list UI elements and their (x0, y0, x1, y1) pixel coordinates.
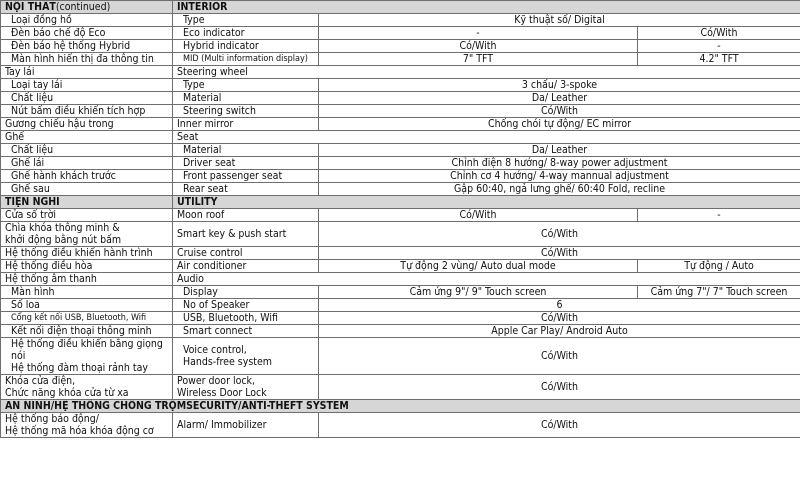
table-row (1, 413, 800, 438)
table-row (1, 144, 800, 157)
row-label-vi: Ghế sau (1, 183, 173, 196)
row-label-en-line1: Power door lock, (177, 375, 256, 387)
table-row (1, 27, 800, 40)
row-label-en: Rear seat (173, 183, 319, 196)
row-label-vi: Số loa (1, 299, 173, 312)
table-row (1, 375, 800, 400)
row-label-en: Hybrid indicator (173, 40, 319, 53)
row-label-vi-line2: Chức năng khóa cửa từ xa (5, 387, 129, 399)
table-row (1, 53, 800, 66)
section-title-vi: TIỆN NGHI (1, 196, 173, 209)
row-value: Có/With (319, 338, 800, 375)
row-label-vi (1, 222, 173, 247)
table-row (1, 118, 800, 131)
row-label-en: Front passenger seat (173, 170, 319, 183)
row-label-en: Moon roof (173, 209, 319, 222)
row-label-en: Display (173, 286, 319, 299)
row-label-vi: Loại đồng hồ (1, 14, 173, 27)
table-row (1, 325, 800, 338)
table-row (1, 222, 800, 247)
group-label-en: Seat (173, 131, 800, 144)
group-label-vi: Tay lái (1, 66, 173, 79)
row-value: Apple Car Play/ Android Auto (319, 325, 800, 338)
row-label-vi: Gương chiếu hậu trong (1, 118, 173, 131)
group-row (1, 66, 800, 79)
row-value-a: - (319, 27, 638, 40)
row-label-vi: Đèn báo chế độ Eco (1, 27, 173, 40)
table-row (1, 79, 800, 92)
row-label-en: Driver seat (173, 157, 319, 170)
row-value-a: 7" TFT (319, 53, 638, 66)
group-label-en: Steering wheel (173, 66, 800, 79)
row-value: Có/With (319, 222, 800, 247)
group-row (1, 131, 800, 144)
section-security (1, 400, 800, 413)
row-value: Da/ Leather (319, 92, 800, 105)
table-row (1, 105, 800, 118)
row-value: Chỉnh điện 8 hướng/ 8-way power adjustment (319, 157, 800, 170)
group-label-vi: Ghế (1, 131, 173, 144)
table-row (1, 338, 800, 375)
row-label-en: Cruise control (173, 247, 319, 260)
row-value-b: 4.2" TFT (638, 53, 800, 66)
section-title: AN NINH/HỆ THỐNG CHỐNG TRỘMSECURITY/ANTI-THEFT SYSTEM (1, 400, 800, 413)
row-label-vi-line1: Chìa khóa thông minh & (5, 222, 120, 234)
row-value: Có/With (319, 247, 800, 260)
row-value-a: Cảm ứng 9"/ 9" Touch screen (319, 286, 638, 299)
row-label-en: Type (173, 14, 319, 27)
row-value: Có/With (319, 375, 800, 400)
row-label-en-line2: Hands-free system (183, 356, 272, 368)
row-label-vi (1, 413, 173, 438)
row-value: Chống chói tự động/ EC mirror (319, 118, 800, 131)
row-label-vi-line1: Hệ thống điều khiển bằng giọng nói (11, 338, 163, 362)
row-label-vi: Màn hình (1, 286, 173, 299)
row-label-en-line1: Voice control, (183, 344, 247, 356)
row-value-b: Cảm ứng 7"/ 7" Touch screen (638, 286, 800, 299)
row-label-en (173, 338, 319, 375)
row-label-vi: Ghế lái (1, 157, 173, 170)
section-title-en: UTILITY (173, 196, 800, 209)
row-label-vi: Màn hình hiển thị đa thông tin (1, 53, 173, 66)
row-label-en-line2: Wireless Door Lock (177, 387, 267, 399)
row-label-en: Material (173, 144, 319, 157)
row-label-vi: Nút bấm điều khiển tích hợp (1, 105, 173, 118)
row-label-vi (1, 375, 173, 400)
row-label-en: Smart connect (173, 325, 319, 338)
row-value-b: - (638, 40, 800, 53)
row-label-vi-line1: Khóa cửa điện, (5, 375, 76, 387)
group-row (1, 273, 800, 286)
row-label-vi: Cửa sổ trời (1, 209, 173, 222)
section-title-vi: NỘI THẤT (5, 1, 56, 13)
table-row (1, 170, 800, 183)
section-interior (1, 1, 800, 14)
table-row (1, 14, 800, 27)
group-label-vi: Hệ thống âm thanh (1, 273, 173, 286)
row-label-vi-line2: khởi động bằng nút bấm (5, 234, 122, 246)
row-value: 6 (319, 299, 800, 312)
row-label-en: Material (173, 92, 319, 105)
table-row (1, 157, 800, 170)
row-label-en: Inner mirror (173, 118, 319, 131)
row-value: Có/With (319, 413, 800, 438)
row-label-en (173, 375, 319, 400)
row-value-a: Tự động 2 vùng/ Auto dual mode (319, 260, 638, 273)
row-label-vi: Hệ thống điều khiển hành trình (1, 247, 173, 260)
group-label-en: Audio (173, 273, 800, 286)
row-label-vi: Kết nối điện thoại thông minh (1, 325, 173, 338)
row-value: Có/With (319, 312, 800, 325)
row-label-en: USB, Bluetooth, Wifi (173, 312, 319, 325)
row-value: 3 chấu/ 3-spoke (319, 79, 800, 92)
table-row (1, 209, 800, 222)
row-label-vi: Chất liệu (1, 92, 173, 105)
row-label-vi: Chất liệu (1, 144, 173, 157)
row-value: Da/ Leather (319, 144, 800, 157)
row-value: Kỹ thuật số/ Digital (319, 14, 800, 27)
row-label-vi: Đèn báo hệ thống Hybrid (1, 40, 173, 53)
section-utility (1, 196, 800, 209)
row-label-vi-line2: Hệ thống đàm thoại rảnh tay (11, 362, 148, 374)
row-value: Có/With (319, 105, 800, 118)
row-label-vi-line2: Hệ thống mã hóa khóa động cơ (5, 425, 154, 437)
row-label-en: Type (173, 79, 319, 92)
row-value-b: - (638, 209, 800, 222)
row-label-en: No of Speaker (173, 299, 319, 312)
section-title-continued: (continued) (55, 1, 111, 13)
table-row (1, 247, 800, 260)
row-value-a: Có/With (319, 40, 638, 53)
section-title-en: INTERIOR (173, 1, 800, 14)
row-value-b: Tự động / Auto (638, 260, 800, 273)
row-label-vi: Hệ thống điều hòa (1, 260, 173, 273)
row-label-en: Alarm/ Immobilizer (173, 413, 319, 438)
row-label-en: Steering switch (173, 105, 319, 118)
row-label-en: Air conditioner (173, 260, 319, 273)
table-row (1, 299, 800, 312)
table-row (1, 312, 800, 325)
table-row (1, 92, 800, 105)
row-label-en: MID (Multi information display) (173, 53, 319, 66)
table-row (1, 260, 800, 273)
row-value-a: Có/With (319, 209, 638, 222)
table-row (1, 40, 800, 53)
row-value-b: Có/With (638, 27, 800, 40)
row-value: Gập 60:40, ngả lưng ghế/ 60:40 Fold, recline (319, 183, 800, 196)
table-row (1, 183, 800, 196)
table-row (1, 286, 800, 299)
row-label-vi: Cổng kết nối USB, Bluetooth, Wifi (1, 312, 173, 325)
row-label-vi-line1: Hệ thống báo động/ (5, 413, 99, 425)
row-label-en: Smart key & push start (173, 222, 319, 247)
row-label-vi (1, 338, 173, 375)
row-label-vi: Loại tay lái (1, 79, 173, 92)
row-label-en: Eco indicator (173, 27, 319, 40)
row-value: Chỉnh cơ 4 hướng/ 4-way mannual adjustment (319, 170, 800, 183)
row-label-vi: Ghế hành khách trước (1, 170, 173, 183)
